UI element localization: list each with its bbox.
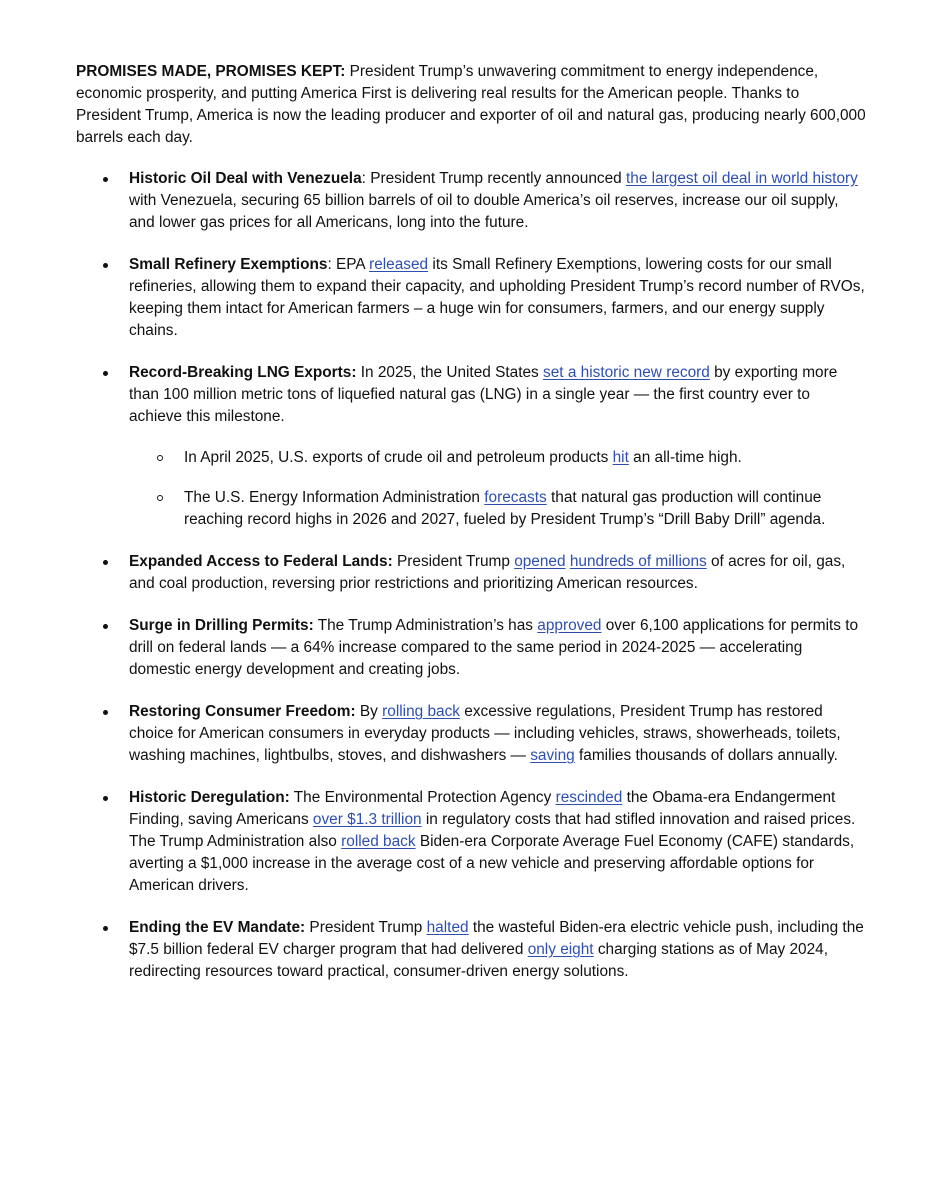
sub-bullet-text: an all-time high. <box>628 449 742 466</box>
bullet-lng-exports <box>76 362 866 531</box>
bullet-text: by exporting more than 100 million metric tons of liquefied natural gas (LNG) in a single year — the first country ever to achieve this milestone. <box>129 364 838 425</box>
link-released[interactable]: released <box>369 256 429 273</box>
link-hundreds-of-millions[interactable]: hundreds of millions <box>569 553 707 570</box>
link-historic-new-record[interactable]: set a historic new record <box>543 364 710 381</box>
bullet-ev-mandate <box>76 917 866 983</box>
bullet-federal-lands <box>76 551 866 595</box>
link-rolled-back[interactable]: rolled back <box>341 833 416 850</box>
bullet-title: Surge in Drilling Permits: <box>129 617 314 634</box>
bullet-text: President Trump <box>392 553 515 570</box>
bullet-list <box>76 168 866 983</box>
bullet-dot-icon <box>103 177 108 182</box>
bullet-dot-icon <box>103 371 108 376</box>
link-approved[interactable]: approved <box>537 617 602 634</box>
bullet-text: In 2025, the United States <box>356 364 544 381</box>
bullet-dot-icon <box>103 263 108 268</box>
sub-bullet-text: In April 2025, U.S. exports of crude oil and petroleum products <box>184 449 613 466</box>
link-rolling-back[interactable]: rolling back <box>382 703 460 720</box>
bullet-text: charging stations as of May 2024, redirecting resources toward practical, consumer-driven energy solutions. <box>129 941 828 980</box>
bullet-dot-icon <box>103 710 108 715</box>
bullet-dot-icon <box>103 624 108 629</box>
bullet-drilling-permits <box>76 615 866 681</box>
bullet-text: the Obama-era Endangerment Finding, saving Americans <box>129 789 836 828</box>
sub-bullet-text: that natural gas production will continue reaching record highs in 2026 and 2027, fueled by President Trump’s “Drill Baby Drill” agenda. <box>184 489 826 528</box>
bullet-dot-icon <box>103 926 108 931</box>
bullet-title: Small Refinery Exemptions <box>129 256 328 273</box>
bullet-refinery-exemptions <box>76 254 866 342</box>
bullet-dot-icon <box>103 560 108 565</box>
bullet-dot-icon <box>103 796 108 801</box>
bullet-text: By <box>355 703 383 720</box>
bullet-title: Record-Breaking LNG Exports: <box>129 364 357 381</box>
bullet-text: its Small Refinery Exemptions, lowering costs for our small refineries, allowing them to expand their capacity, and upholding President Trump’s record number of RVOs, keeping them intact for American farmers – a huge win for consumers, farmers, and our energy supply chains. <box>129 256 865 339</box>
bullet-title: Ending the EV Mandate: <box>129 919 306 936</box>
sub-bullet-crude-exports <box>129 447 866 469</box>
bullet-title: Historic Oil Deal with Venezuela <box>129 170 362 187</box>
bullet-venezuela <box>76 168 866 234</box>
link-largest-oil-deal[interactable]: the largest oil deal in world history <box>626 170 858 187</box>
link-hit[interactable]: hit <box>612 449 629 466</box>
link-halted[interactable]: halted <box>426 919 469 936</box>
bullet-text: The Environmental Protection Agency <box>289 789 556 806</box>
bullet-text: in regulatory costs that had stifled innovation and raised prices. The Trump Administration also <box>129 811 856 850</box>
intro-heading: PROMISES MADE, PROMISES KEPT: <box>76 63 346 80</box>
document-page <box>76 61 866 1003</box>
link-rescinded[interactable]: rescinded <box>555 789 623 806</box>
intro-text: President Trump’s unwavering commitment to energy independence, economic prosperity, and putting America First is delivering real results for the American people. Thanks to President Trump, America is now the leading producer and exporter of oil and natural gas, producing nearly 600,000 barrels each day. <box>76 63 866 146</box>
bullet-text: : EPA <box>327 256 370 273</box>
bullet-consumer-freedom <box>76 701 866 767</box>
bullet-text: : President Trump recently announced <box>361 170 626 187</box>
sub-bullet-circle-icon <box>157 495 163 501</box>
sub-bullet-eia-forecast <box>129 487 866 531</box>
bullet-title: Expanded Access to Federal Lands: <box>129 553 393 570</box>
bullet-text: the wasteful Biden-era electric vehicle push, including the $7.5 billion federal EV charger program that had delivered <box>129 919 864 958</box>
link-over-1-3-trillion[interactable]: over $1.3 trillion <box>312 811 422 828</box>
sub-bullet-text: The U.S. Energy Information Administration <box>184 489 485 506</box>
bullet-deregulation <box>76 787 866 897</box>
bullet-title: Historic Deregulation: <box>129 789 290 806</box>
intro-paragraph <box>76 61 866 149</box>
link-only-eight[interactable]: only eight <box>527 941 594 958</box>
link-forecasts[interactable]: forecasts <box>484 489 547 506</box>
bullet-text: families thousands of dollars annually. <box>574 747 838 764</box>
bullet-text: with Venezuela, securing 65 billion barrels of oil to double America’s oil reserves, increase our oil supply, and lower gas prices for all Americans, long into the future. <box>129 192 839 231</box>
bullet-title: Restoring Consumer Freedom: <box>129 703 356 720</box>
bullet-text: The Trump Administration’s has <box>313 617 538 634</box>
bullet-text: of acres for oil, gas, and coal production, reversing prior restrictions and prioritizing American resources. <box>129 553 846 592</box>
bullet-text: over 6,100 applications for permits to drill on federal lands — a 64% increase compared to the same period in 2024-2025 — accelerating domestic energy development and creating jobs. <box>129 617 859 678</box>
bullet-text: President Trump <box>305 919 427 936</box>
bullet-text: Biden-era Corporate Average Fuel Economy (CAFE) standards, averting a $1,000 increase in the average cost of a new vehicle and preserving affordable options for American drivers. <box>129 833 855 894</box>
link-opened[interactable]: opened <box>514 553 566 570</box>
bullet-text: excessive regulations, President Trump has restored choice for American consumers in everyday products — including vehicles, straws, showerheads, toilets, washing machines, lightbulbs, stoves, and dishwashers — <box>129 703 841 764</box>
link-saving[interactable]: saving <box>530 747 575 764</box>
sub-bullet-circle-icon <box>157 455 163 461</box>
sub-bullet-list <box>129 447 866 531</box>
